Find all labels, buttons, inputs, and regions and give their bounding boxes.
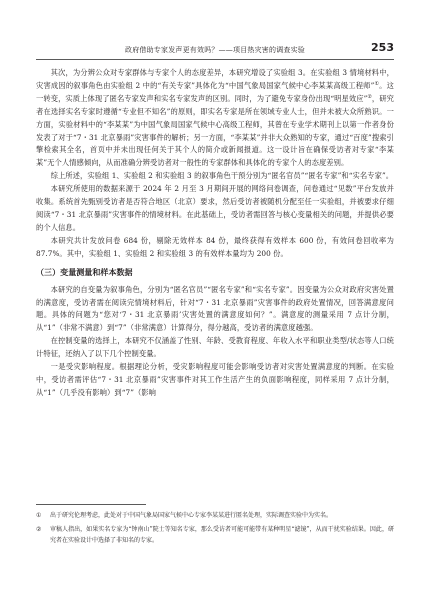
paragraph-text: ，研究者在选择实名专家时遵循“专业但不知名”的原则，即实名专家是所在领域专业人士，但并未被大众所熟识。一方面，实验材料中的“李某某”为中国气象局国家气候中心高级工程师，其曾在专业学术期刊上以第一作者身份发表了对于“7・31 北京暴雨”灾害事件的解析；另一方面，“李某某”并非大众熟知的专家，通过“百度”搜索引擎检索其全名，首页中并未出现任何关于其个人的简介或新闻报道。这一设计旨在确保受访者对专家“李某某”无个人情感倾向，从而准确分辨受访者对一般性的专家群体和具体化的专家个人的态度差别。 [36, 93, 394, 168]
footnote-ref[interactable]: ① [374, 80, 380, 87]
footnote-mark: ① [36, 512, 42, 519]
footnote [36, 511, 394, 521]
paragraph: 综上所述，实验组 1、实验组 2 和实验组 3 的叙事角色干预分别为“匿名官员”“匿名专家”和“实名专家”。 [50, 171, 394, 181]
footnote-text: 审稿人指出，如果实名专家为“钟南山”院士等知名专家，那么受访者可能可能带有某种明星“滤镜”，从而干扰实验结果。因此，研究者在实验设计中选择了非知名的专家。 [50, 526, 394, 544]
section-heading: （三）变量测量和样本数据 [36, 267, 133, 277]
paragraph: 本研究所使用的数据来源于 2024 年 2 月至 3 月期间开展的网络问卷调查，问卷通过“见数”平台发放并收集。系统首先甄别受访者是否符合地区（北京）要求，然后受访者被随机分配至任一实验组，并被要求仔细阅读“7・31 北京暴雨”灾害事件的情境材料。在此基础上，受访者需回答与核心变量相关的问题，并提供必要的个人信息。 [36, 184, 394, 232]
running-head-title: 政府借助专家发声更有效吗？——项目热灾害的调查实验 [125, 46, 305, 54]
paragraph: 本研究共计发放问卷 684 份，剔除无效样本 84 份，最终获得有效样本 600 份，有效问卷回收率为 87.7%。其中，实验组 1、实验组 2 和实验组 3 的有效样本量均为 200 份。 [36, 235, 394, 258]
paragraph: 在控制变量的选择上，本研究不仅涵盖了性别、年龄、受教育程度、年收入水平和职业类型/状态等人口统计特征，还纳入了以下几个控制变量。 [36, 336, 394, 359]
footnote-text: 出于研究伦理考虑，此处对于中国气象局国家气候中心专家李某某进行匿名处理，实际调查实验中为实名。 [50, 512, 333, 519]
footnote-divider [36, 504, 146, 505]
paragraph: 一是受灾影响程度。根据理论分析，受灾影响程度可能会影响受访者对灾害处置满意度的判断。在实验中，受访者需评估“7・31 北京暴雨”灾害事件对其工作生活产生的负面影响程度，同样采用 7 点计分制，从“1”（几乎没有影响）到“7”（影响 [36, 362, 394, 397]
page-number: 253 [371, 41, 394, 54]
footnote-ref[interactable]: ② [367, 93, 372, 100]
paragraph: 本研究的自变量为叙事角色，分别为“匿名官员”“匿名专家”和“实名专家”。因变量为公众对政府灾害处置的满意度，受访者需在阅读完情境材料后，针对“7・31 北京暴雨”灾害事件的政府处置情况，回答满意度问题。具体的问题为“您对‘7・31 北京暴雨’灾害处置的满意度如何？”。满意度的测量采用 7 点计分制，从“1”（非常不满意）到“7”（非常满意）计算得分，得分越高，受访者的满意度越强。 [36, 284, 394, 333]
footnote-mark: ② [36, 526, 42, 534]
running-header [36, 41, 394, 60]
paragraph-text: 。这一转变，实质上体现了匿名专家发声和实名专家发声的区别。同时，为了避免专家身份出现“明星效应” [36, 80, 394, 103]
footnotes [36, 511, 394, 550]
paragraph-text: 其次，为分辨公众对专家群体与专家个人的态度差异，本研究增设了实验组 3。在实验组 3 情境材料中，灾害成因的叙事角色由实验组 2 中的“有关专家”具体化为“中国气象局国家气候中心李某某高级工程师” [36, 68, 394, 90]
main-text [36, 67, 394, 400]
footnote [36, 525, 394, 546]
paragraph [36, 67, 394, 170]
